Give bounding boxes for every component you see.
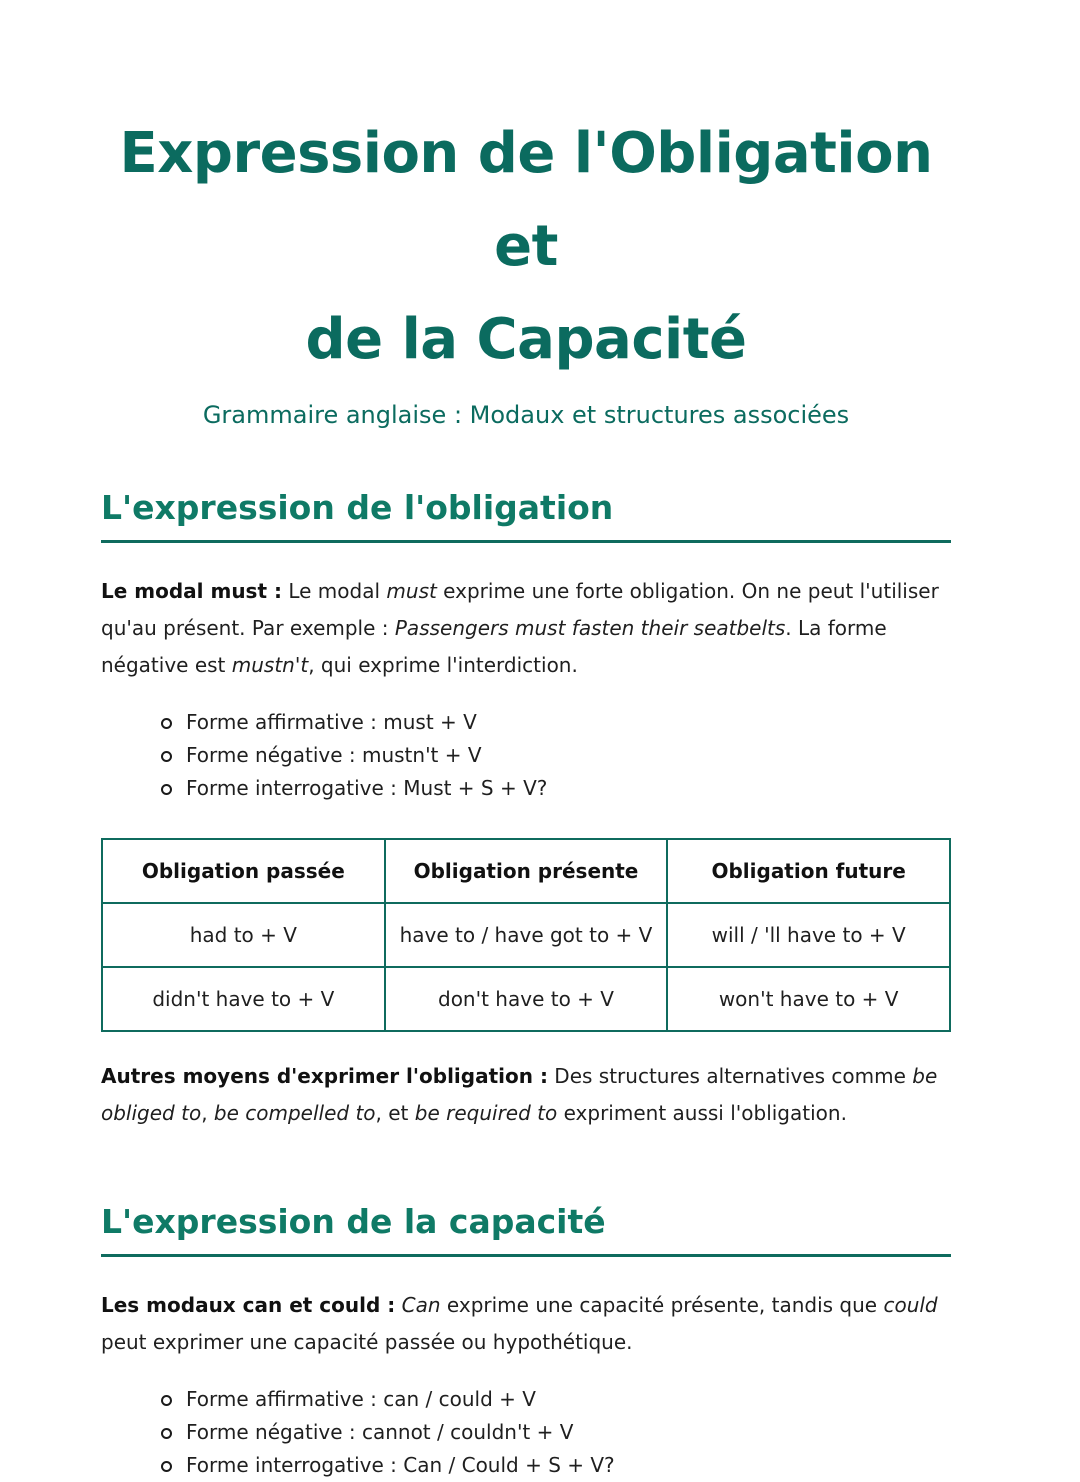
table-cell: didn't have to + V	[102, 967, 385, 1031]
section-heading-obligation: L'expression de l'obligation	[101, 488, 951, 543]
list-item-text: Forme négative : mustn't + V	[186, 743, 482, 767]
list-item-text: Forme interrogative : Can / Could + S + V?	[186, 1453, 615, 1477]
paragraph-text: expriment aussi l'obligation.	[557, 1101, 847, 1125]
paragraph-text: Des structures alternatives comme	[547, 1064, 913, 1088]
hollow-circle-bullet-icon	[161, 718, 172, 729]
hollow-circle-bullet-icon	[161, 1461, 172, 1472]
bullet-list-can-forms	[101, 1383, 950, 1482]
paragraph-modal-must	[101, 573, 951, 684]
page-title	[101, 0, 951, 386]
section-heading-capacity: L'expression de la capacité	[101, 1202, 951, 1257]
paragraph-text: , qui exprime l'interdiction.	[308, 653, 578, 677]
table-cell: won't have to + V	[667, 967, 950, 1031]
paragraph-text: Le modal	[282, 579, 387, 603]
list-item-text: Forme négative : cannot / couldn't + V	[186, 1420, 574, 1444]
table-header-cell: Obligation présente	[385, 839, 668, 903]
paragraph-can-could	[101, 1287, 951, 1361]
table-header-cell: Obligation passée	[102, 839, 385, 903]
hollow-circle-bullet-icon	[161, 784, 172, 795]
list-item	[161, 1383, 950, 1416]
list-item	[161, 739, 950, 772]
paragraph-other-obligation	[101, 1058, 951, 1132]
paragraph-emphasis: Passengers must fasten their seatbelts	[394, 616, 786, 640]
table-cell: will / 'll have to + V	[667, 903, 950, 967]
table-cell: don't have to + V	[385, 967, 668, 1031]
table-header-cell: Obligation future	[667, 839, 950, 903]
list-item	[161, 1449, 950, 1482]
paragraph-text: exprime une forte obligation. On ne peut l'utiliser qu'au présent. Par exemple :	[101, 579, 939, 640]
list-item	[161, 706, 950, 739]
hollow-circle-bullet-icon	[161, 751, 172, 762]
bullet-list-must-forms	[101, 706, 950, 805]
paragraph-text: exprime une capacité présente, tandis que	[440, 1293, 884, 1317]
page-title-line-1: Expression de l'Obligation et	[119, 121, 933, 279]
paragraph-text: , et	[375, 1101, 415, 1125]
table-cell: have to / have got to + V	[385, 903, 668, 967]
list-item	[161, 772, 950, 805]
list-item-text: Forme interrogative : Must + S + V?	[186, 776, 548, 800]
paragraph-text: peut exprimer une capacité passée ou hypothétique.	[101, 1330, 633, 1354]
table-row	[102, 903, 950, 967]
page-subtitle: Grammaire anglaise : Modaux et structures associées	[202, 401, 850, 429]
page-title-line-2: de la Capacité	[305, 307, 747, 372]
list-item	[161, 1416, 950, 1449]
paragraph-text: . La forme négative est	[101, 616, 887, 677]
paragraph-emphasis: could	[883, 1293, 938, 1317]
hollow-circle-bullet-icon	[161, 1428, 172, 1439]
table-cell: had to + V	[102, 903, 385, 967]
paragraph-emphasis: be compelled to	[213, 1101, 376, 1125]
obligation-tenses-table	[101, 838, 951, 1032]
paragraph-lead: Le modal must :	[101, 579, 282, 603]
paragraph-emphasis: mustn't	[231, 653, 309, 677]
table-row	[102, 967, 950, 1031]
paragraph-emphasis: Can	[401, 1293, 441, 1317]
paragraph-text: ,	[201, 1101, 214, 1125]
paragraph-lead: Les modaux can et could :	[101, 1293, 396, 1317]
list-item-text: Forme affirmative : must + V	[186, 710, 477, 734]
paragraph-emphasis: be obliged to	[101, 1064, 938, 1125]
list-item-text: Forme affirmative : can / could + V	[186, 1387, 536, 1411]
paragraph-lead: Autres moyens d'exprimer l'obligation :	[101, 1064, 548, 1088]
paragraph-emphasis: be required to	[414, 1101, 558, 1125]
table-header-row	[102, 839, 950, 903]
paragraph-emphasis: must	[386, 579, 437, 603]
